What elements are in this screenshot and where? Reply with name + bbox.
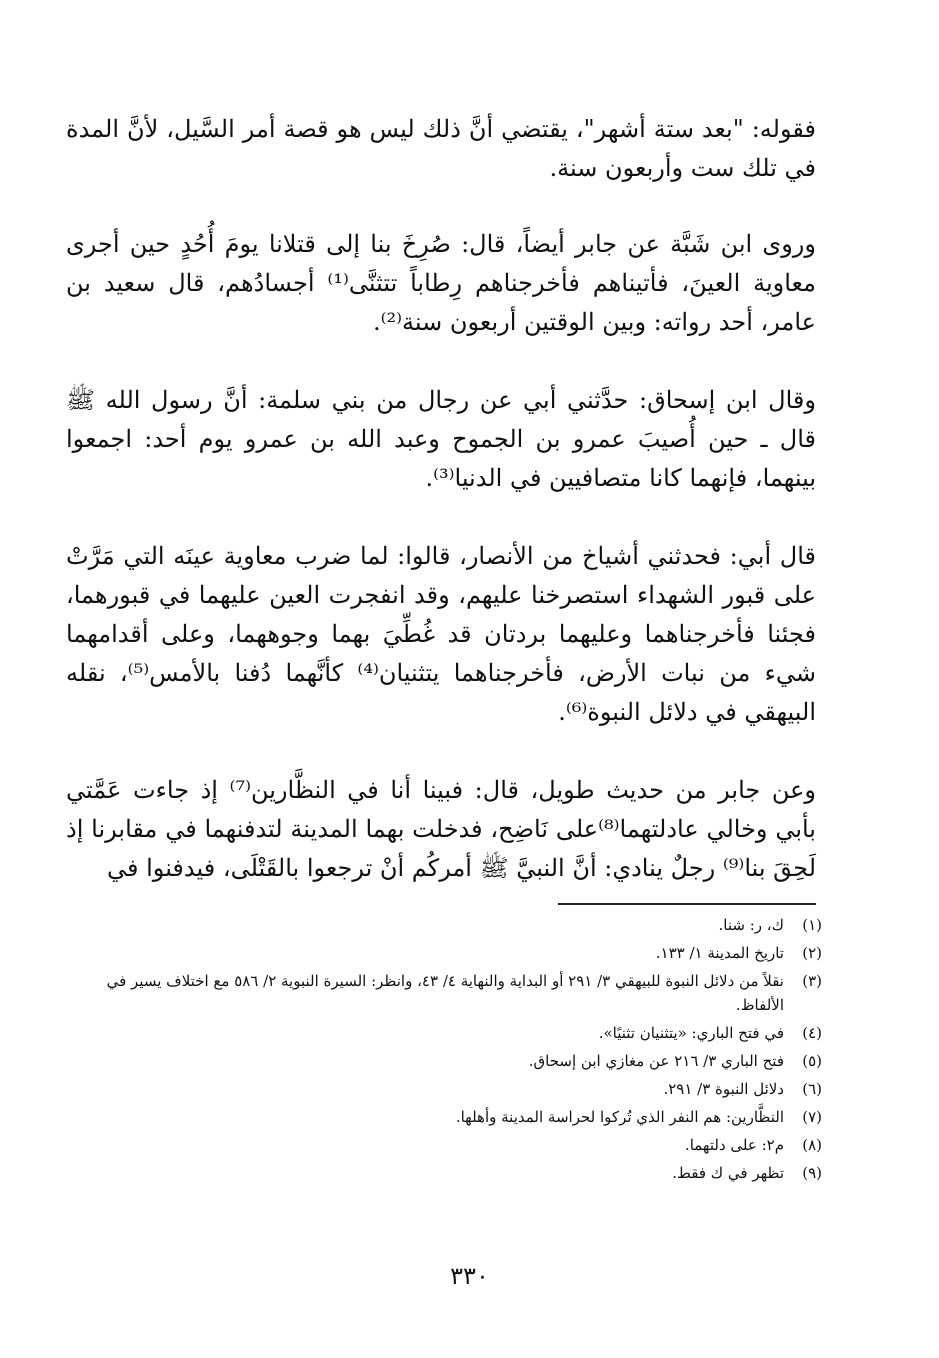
footnote-number: (٤)	[802, 1024, 822, 1042]
paragraph-4	[66, 537, 816, 732]
footnote-5	[66, 1049, 822, 1073]
footnote-number: (٢)	[802, 944, 822, 962]
paragraph-text: وروى ابن شَبَّة عن جابر أيضاً، قال: صُرِخَ بنا إلى قتلانا يومَ أُحُدٍ حين أجرى معاوية العينَ، فأتيناهم فأخرجناهم رِطاباً تتثنَّى⁽¹⁾ أجسادُهم، قال سعيد بن عامر، أحد رواته: وبين الوقتين أربعون سنة⁽²⁾.	[66, 230, 816, 336]
footnote-7	[66, 1105, 822, 1129]
paragraph-2	[66, 225, 816, 342]
paragraph-text: وعن جابر من حديث طويل، قال: فبينا أنا في النظَّارين⁽⁷⁾ إذ جاءت عَمَّتي بأبي وخالي عادلتهما⁽⁸⁾على نَاضِح، فدخلت بهما المدينة لتدفنهما في مقابرنا إذ لَحِقَ بنا⁽⁹⁾ رجلٌ ينادي: أنَّ النبيَّ ﷺ أمركُم أنْ ترجعوا بالقَتْلَى، فيدفنوا في	[66, 776, 817, 882]
footnote-number: (٣)	[802, 972, 822, 990]
page-number: ٣٣٠	[450, 1262, 489, 1290]
paragraph-text: وقال ابن إسحاق: حدَّثني أبي عن رجال من بني سلمة: أنَّ رسول الله ﷺ قال ـ حين أُصيبَ عمرو بن الجموح وعبد الله بن عمرو يوم أحد: اجمعوا بينهما، فإنهما كانا متصافيين في الدنيا⁽³⁾.	[66, 386, 816, 492]
footnote-number: (١)	[802, 916, 822, 934]
footnotes	[66, 913, 822, 1189]
footnote-1	[66, 913, 822, 937]
footnote-separator	[558, 903, 816, 905]
footnote-number: (٩)	[802, 1164, 822, 1182]
footnote-text: م٢: على دلتهما.	[684, 1136, 784, 1154]
paragraph-3	[66, 381, 816, 498]
footnote-2	[66, 941, 822, 965]
footnote-4	[66, 1021, 822, 1045]
footnote-text: نقلاً من دلائل النبوة للبيهقي ٣/ ٢٩١ أو البداية والنهاية ٤/ ٤٣، وانظر: السيرة النبوية ٢/ ٥٨٦ مع اختلاف يسير في الألفاظ.	[106, 972, 784, 1014]
paragraph-text: قال أبي: فحدثني أشياخ من الأنصار، قالوا: لما ضرب معاوية عينَه التي مَرَّتْ على قبور الشهداء استصرخنا عليهم، وقد انفجرت العين عليهما في قبورهما، فجئنا فأخرجناهما وعليهما بردتان قد غُطِّيَ بهما وجوههما، وعلى أقدامهما شيء من نبات الأرض، فأخرجناهما يتثنيان⁽⁴⁾ كأنَّهما دُفنا بالأمس⁽⁵⁾، نقله البيهقي في دلائل النبوة⁽⁶⁾.	[66, 542, 817, 726]
footnote-number: (٧)	[802, 1108, 822, 1126]
footnote-text: تاريخ المدينة ١/ ١٣٣.	[655, 944, 784, 962]
footnote-6	[66, 1077, 822, 1101]
paragraph-5	[66, 771, 816, 888]
footnote-text: في فتح الباري: «يتثنيان تثنيًا».	[598, 1024, 784, 1042]
paragraph-text: فقوله: "بعد ستة أشهر"، يقتضي أنَّ ذلك ليس هو قصة أمر السَّيل، لأنَّ المدة في تلك ست وأربعون سنة.	[66, 115, 816, 182]
footnote-text: ك، ر: شنا.	[718, 916, 784, 934]
footnote-text: النظَّارين: هم النفر الذي تُركوا لحراسة المدينة وأهلها.	[455, 1108, 784, 1126]
footnote-8	[66, 1133, 822, 1157]
footnote-text: دلائل النبوة ٣/ ٢٩١.	[663, 1080, 784, 1098]
footnote-number: (٥)	[802, 1052, 822, 1070]
footnote-9	[66, 1161, 822, 1185]
footnote-number: (٦)	[802, 1080, 822, 1098]
paragraph-1	[66, 110, 816, 188]
footnote-number: (٨)	[802, 1136, 822, 1154]
footnote-text: تظهر في ك فقط.	[672, 1164, 784, 1182]
footnote-text: فتح الباري ٣/ ٢١٦ عن مغازي ابن إسحاق.	[528, 1052, 784, 1070]
footnote-3	[66, 969, 822, 1017]
